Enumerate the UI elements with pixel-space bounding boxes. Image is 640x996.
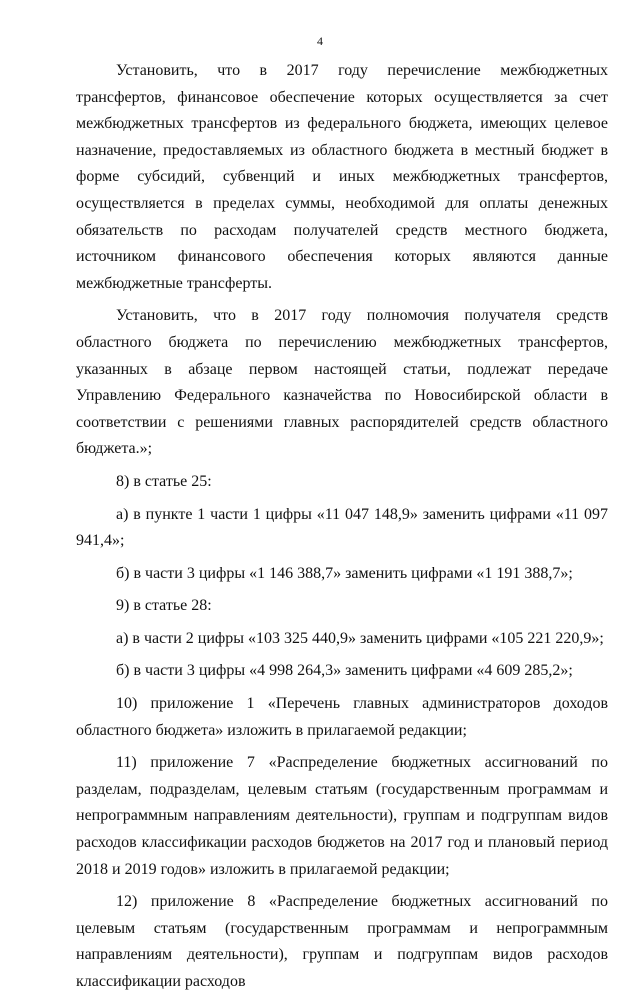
paragraph-item-8a: а) в пункте 1 части 1 цифры «11 047 148,9» заменить цифрами «11 097 941,4»; xyxy=(76,505,608,550)
paragraph-item-9a: а) в части 2 цифры «103 325 440,9» заменить цифрами «105 221 220,9»; xyxy=(116,629,604,647)
paragraph-transfers-financing: Установить, что в 2017 году перечисление межбюджетных трансфертов, финансовое обеспечение которых осуществляется за счет межбюджетных трансфертов из федерального бюджета, имеющих целевое назначение, предоставляемых из областного бюджета в местный бюджет в форме субсидий, субвенций и иных межбюджетных трансфертов, осуществляется в пределах суммы, необходимой для оплаты денежных обязательств по расходам получателей средств местного бюджета, источником финансового обеспечения которых являются данные межбюджетные трансферты. xyxy=(76,62,608,292)
paragraph-item-11: 11) приложение 7 «Распределение бюджетных ассигнований по разделам, подразделам, целевым статьям (государственным программам и непрограммным направлениям деятельности), группам и подгруппам видов расходов классификации расходов бюджетов на 2017 год и плановый период 2018 и 2019 годов» изложить в прилагаемой редакции; xyxy=(76,754,608,878)
paragraph-item-10: 10) приложение 1 «Перечень главных администраторов доходов областного бюджета» изложить в прилагаемой редакции; xyxy=(76,695,608,739)
paragraph-item-8: 8) в статье 25: xyxy=(116,472,212,490)
page-number: 4 xyxy=(317,34,323,48)
paragraph-item-8b: б) в части 3 цифры «1 146 388,7» заменить цифрами «1 191 388,7»; xyxy=(116,564,573,582)
paragraph-item-12: 12) приложение 8 «Распределение бюджетных ассигнований по целевым статьям (государственным программам и непрограммным направлениям деятельности), группам и подгруппам видов расходов классификации расходов xyxy=(76,893,608,990)
paragraph-transfer-powers: Установить, что в 2017 году полномочия получателя средств областного бюджета по перечислению межбюджетных трансфертов, указанных в абзаце первом настоящей статьи, подлежат передаче Управлению Федерального казначейства по Новосибирской области в соответствии с решениями главных распорядителей средств областного бюджета.»; xyxy=(76,307,608,458)
document-body xyxy=(76,58,608,996)
paragraph-item-9b: б) в части 3 цифры «4 998 264,3» заменить цифрами «4 609 285,2»; xyxy=(116,662,573,680)
paragraph-item-9: 9) в статье 28: xyxy=(116,597,212,615)
